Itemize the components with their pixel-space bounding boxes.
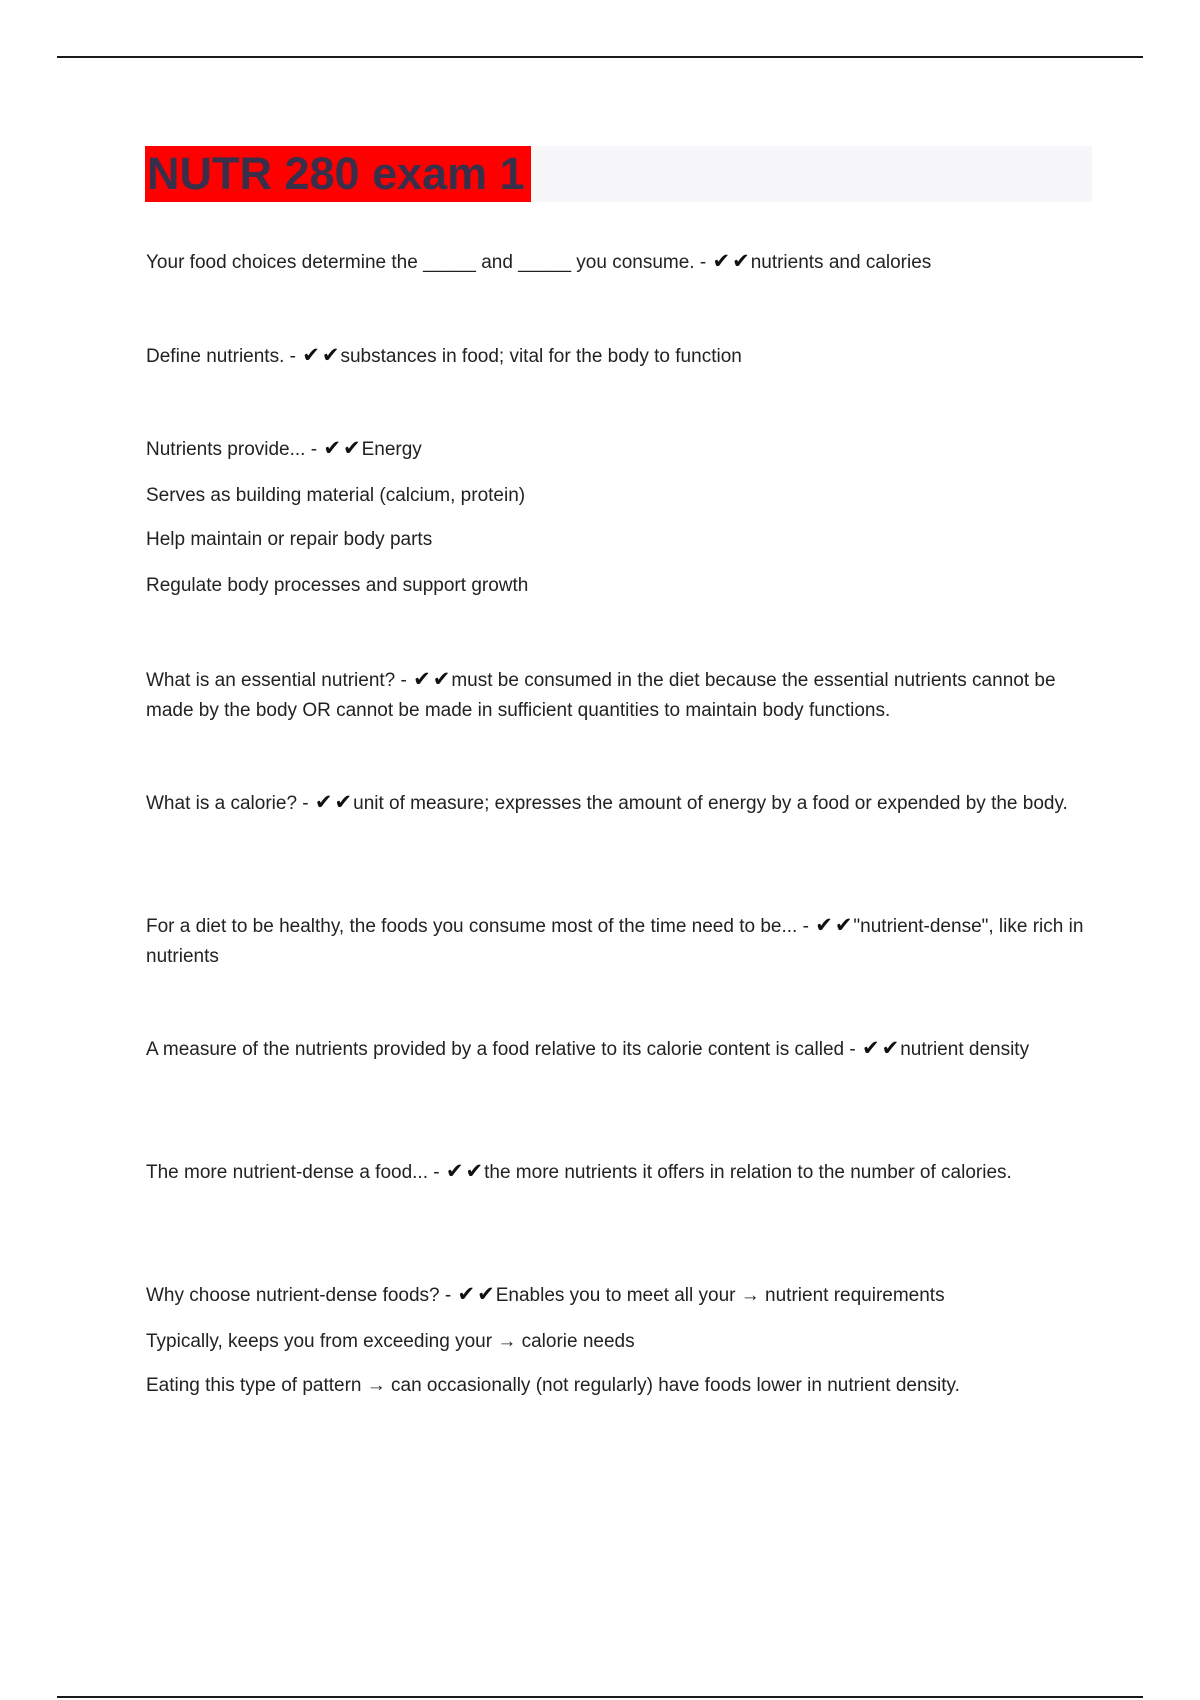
qa-item (146, 788, 1096, 819)
check-icon: ✔ (342, 437, 361, 460)
check-icon: ✔ (323, 437, 341, 460)
check-icon: ✔ (732, 250, 750, 273)
question-text: What is an essential nutrient? - (146, 670, 407, 691)
qa-item (146, 911, 1096, 972)
qa-item (146, 434, 1096, 601)
question-text: For a diet to be healthy, the foods you consume most of the time need to be... - (146, 916, 809, 937)
check-icon: ✔ (445, 1160, 464, 1183)
answer-text: substances in food; vital for the body to function (340, 346, 742, 367)
answer-text: unit of measure; expresses the amount of energy by a food or expended by the body. (353, 793, 1068, 814)
question-text: What is a calorie? - (146, 793, 309, 814)
check-icon: ✔ (302, 344, 320, 367)
answer-extra-line: Help maintain or repair body parts (146, 529, 433, 550)
qa-item (146, 1034, 1096, 1065)
answer-extra-line: Eating this type of pattern → can occasionally (not regularly) have foods lower in nutrient density. (146, 1375, 960, 1396)
check-icon: ✔ (815, 914, 833, 937)
question-text: The more nutrient-dense a food... - (146, 1162, 440, 1183)
bottom-rule (57, 1696, 1143, 1698)
answer-extra-line: Typically, keeps you from exceeding your → calorie needs (146, 1331, 635, 1352)
check-icon: ✔ (432, 668, 451, 691)
qa-item (146, 247, 1096, 278)
answer-text: Enables you to meet all your → nutrient requirements (495, 1285, 945, 1306)
answer-text: the more nutrients it offers in relation to the number of calories. (484, 1162, 1012, 1183)
check-icon: ✔ (321, 344, 340, 367)
check-icon: ✔ (862, 1037, 880, 1060)
page-title: NUTR 280 exam 1 (145, 146, 531, 202)
qa-item (146, 1157, 1096, 1188)
top-rule (57, 56, 1143, 58)
question-text: A measure of the nutrients provided by a food relative to its calorie content is called - (146, 1039, 856, 1060)
check-icon: ✔ (712, 250, 731, 273)
question-text: Your food choices determine the _____ and _____ you consume. - (146, 252, 707, 273)
answer-text: nutrients and calories (750, 252, 932, 273)
answer-text: nutrient density (900, 1039, 1030, 1060)
check-icon: ✔ (881, 1037, 900, 1060)
question-text: Nutrients provide... - (146, 439, 318, 460)
qa-item (146, 341, 1096, 372)
answer-text: "nutrient-dense", like rich in nutrients (146, 916, 1084, 967)
qa-item (146, 665, 1096, 726)
question-text: Why choose nutrient-dense foods? - (146, 1285, 452, 1306)
answer-extra-line: Regulate body processes and support growth (146, 575, 529, 596)
check-icon: ✔ (457, 1283, 476, 1306)
check-icon: ✔ (413, 668, 431, 691)
answer-text: must be consumed in the diet because the essential nutrients cannot be made by the body OR cannot be made in sufficient quantities to maintain body functions. (146, 670, 1056, 721)
answer-extra-line: Serves as building material (calcium, protein) (146, 485, 526, 506)
qa-item (146, 1280, 1096, 1401)
question-text: Define nutrients. - (146, 346, 296, 367)
check-icon: ✔ (465, 1160, 484, 1183)
check-icon: ✔ (477, 1283, 495, 1306)
check-icon: ✔ (334, 791, 353, 814)
check-icon: ✔ (314, 791, 333, 814)
answer-text: Energy (361, 439, 422, 460)
check-icon: ✔ (834, 914, 853, 937)
